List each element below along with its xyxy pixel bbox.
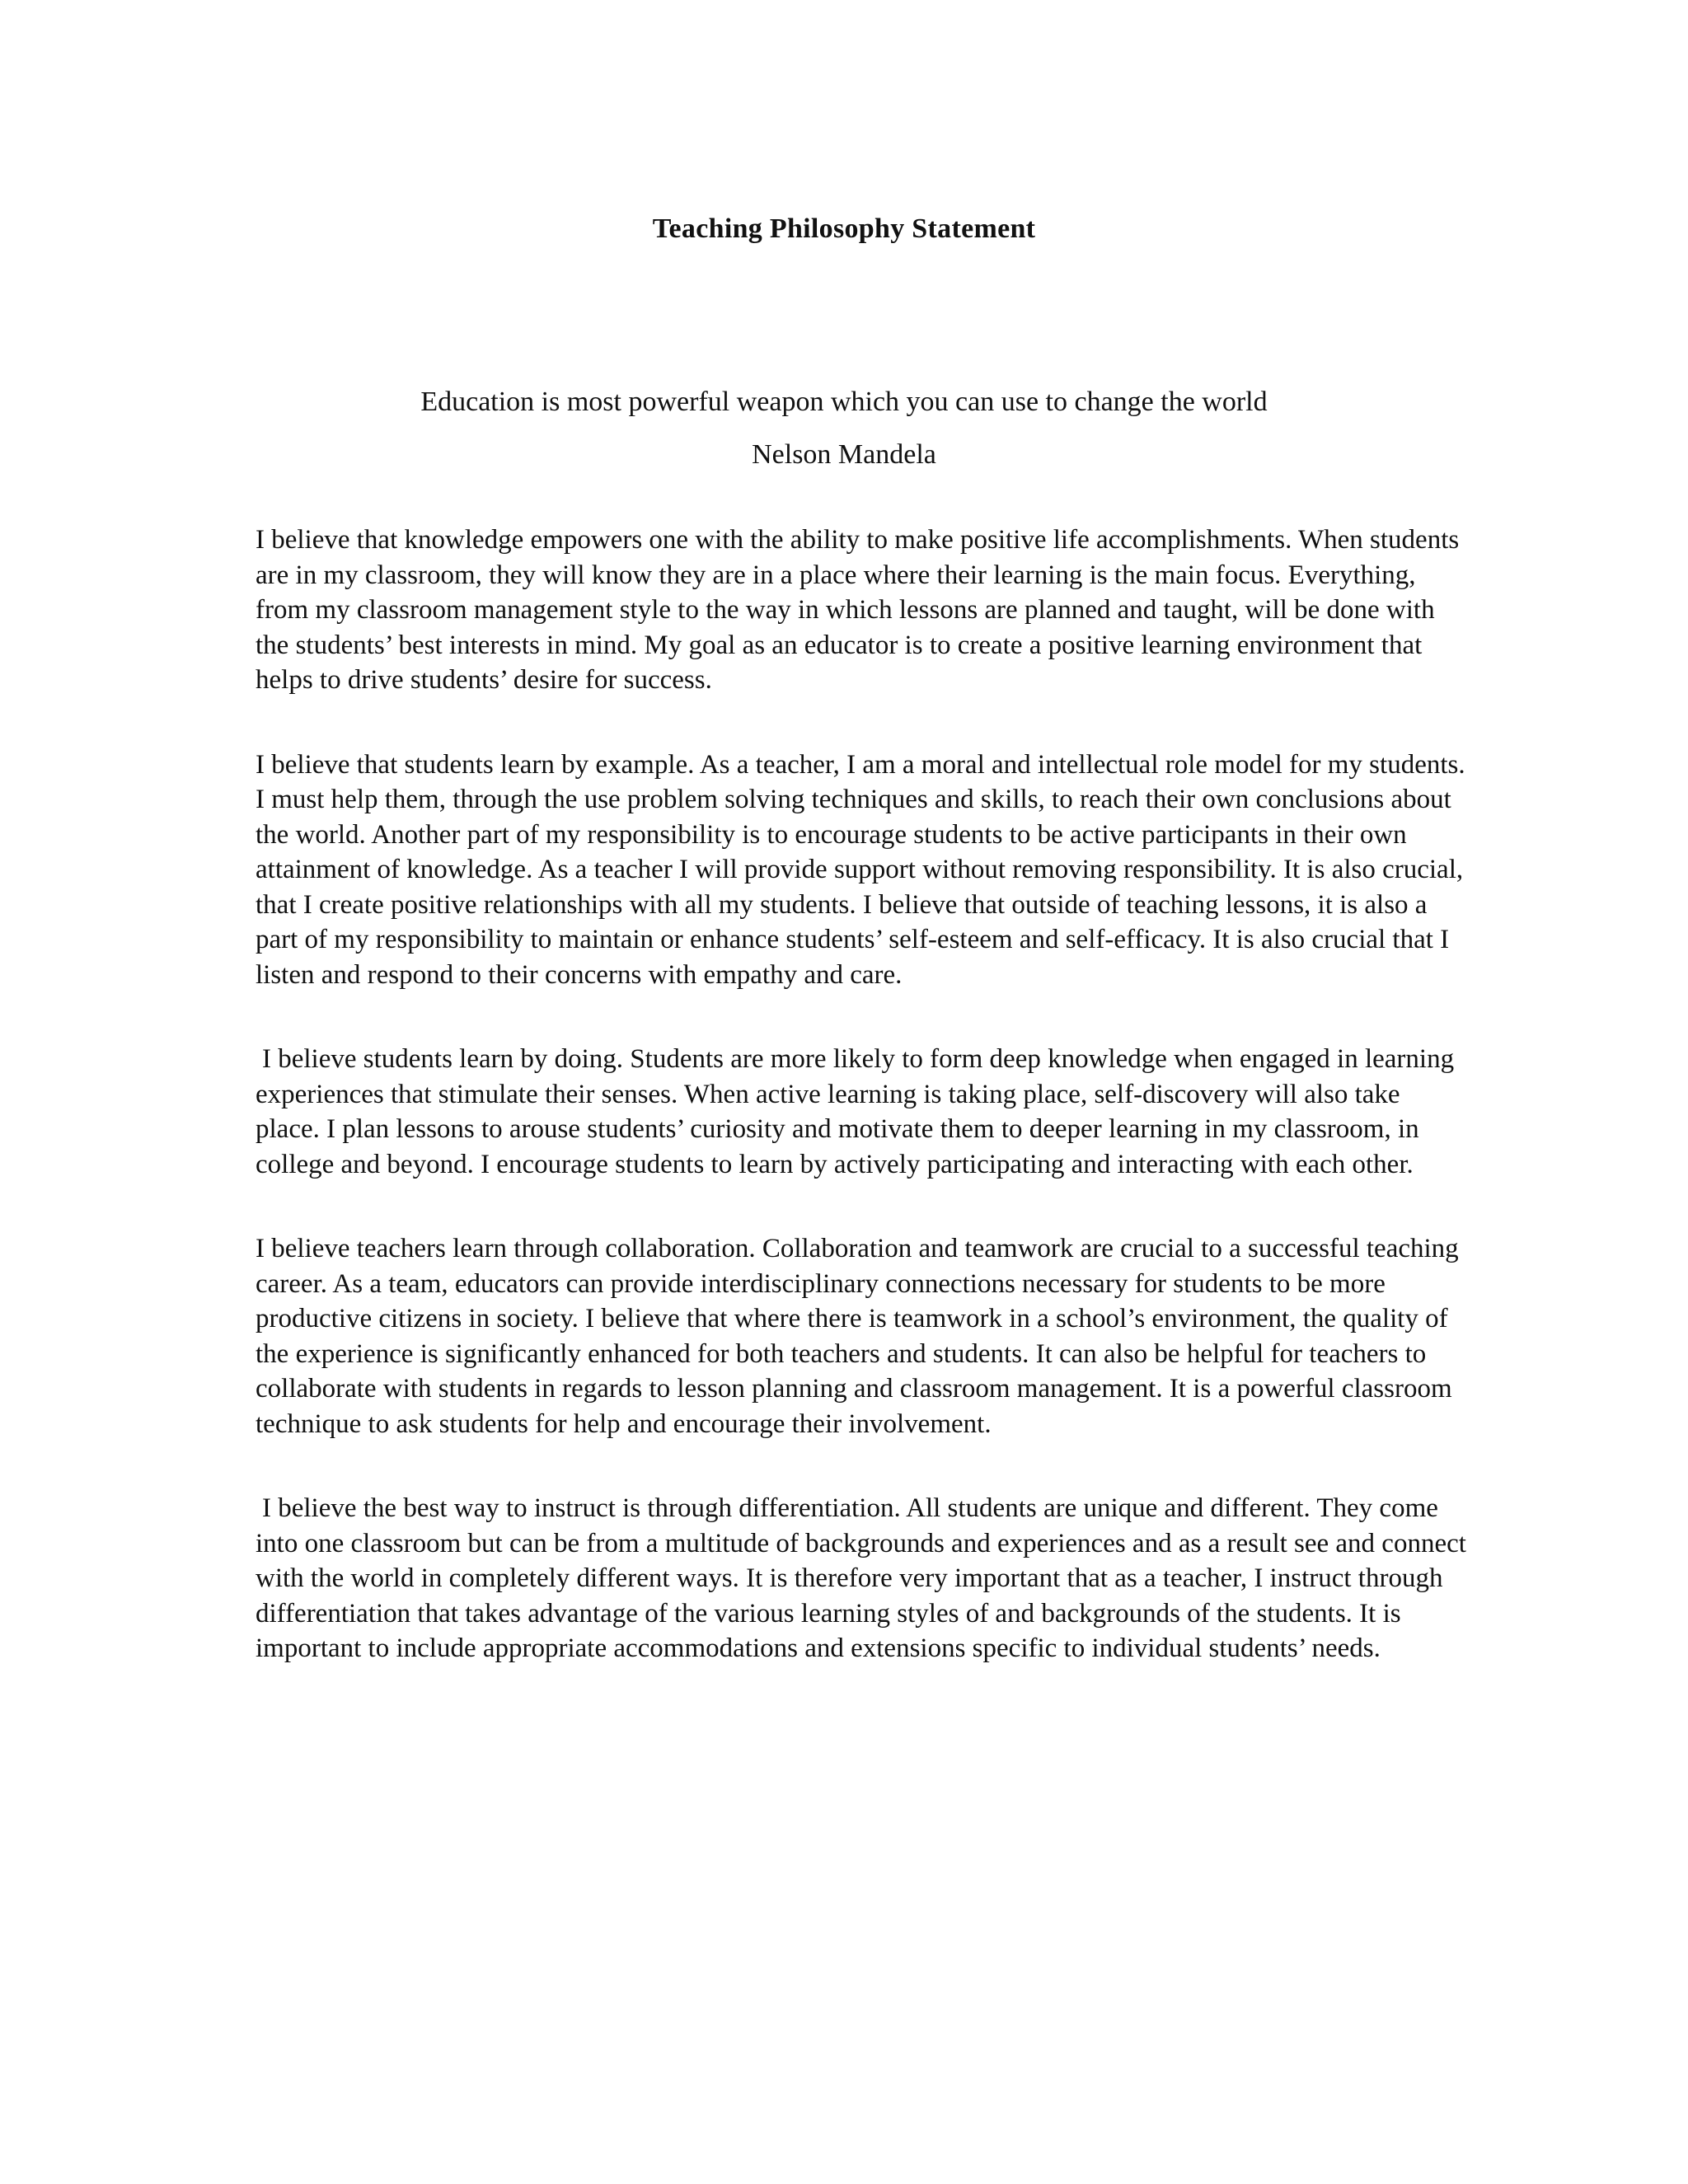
- epigraph-author: Nelson Mandela: [752, 439, 936, 470]
- paragraph-differentiation: I believe the best way to instruct is through differentiation. All students are unique and different. They come into one classroom but can be from a multitude of backgrounds and experiences and as a result see and connect with the world in completely different ways. It is therefore very important that as a teacher, I instruct through differentiation that takes advantage of the various learning styles of and backgrounds of the students. It is important to include appropriate accommodations and extensions specific to individual students’ needs.: [256, 1493, 1466, 1663]
- paragraph-collaboration: I believe teachers learn through collaboration. Collaboration and teamwork are crucial to a successful teaching career. As a team, educators can provide interdisciplinary connections necessary for students to be more productive citizens in society. I believe that where there is teamwork in a school’s environment, the quality of the experience is significantly enhanced for both teachers and students. It can also be helpful for teachers to collaborate with students in regards to lesson planning and classroom management. It is a powerful classroom technique to ask students for help and encourage their involvement.: [256, 1234, 1459, 1439]
- document-body: [256, 523, 1467, 1716]
- document-title: Teaching Philosophy Statement: [652, 213, 1036, 244]
- paragraph-example: I believe that students learn by example. As a teacher, I am a moral and intellectual role model for my students. I must help them, through the use problem solving techniques and skills, to reach their own conclusions about the world. Another part of my responsibility is to encourage students to be active participants in their own attainment of knowledge. As a teacher I will provide support without removing responsibility. It is also crucial, that I create positive relationships with all my students. I believe that outside of teaching lessons, it is also a part of my responsibility to maintain or enhance students’ self-esteem and self-efficacy. It is also crucial that I listen and respond to their concerns with empathy and care.: [256, 749, 1465, 990]
- epigraph-quote: Education is most powerful weapon which you can use to change the world: [420, 387, 1268, 417]
- paragraph-doing: I believe students learn by doing. Students are more likely to form deep knowledge when engaged in learning experiences that stimulate their senses. When active learning is taking place, self-discovery will also take place. I plan lessons to arouse students’ curiosity and motivate them to deeper learning in my classroom, in college and beyond. I encourage students to learn by actively participating and interacting with each other.: [256, 1044, 1455, 1179]
- paragraph-knowledge: I believe that knowledge empowers one with the ability to make positive life accomplishments. When students are in my classroom, they will know they are in a place where their learning is the main focus. Everything, from my classroom management style to the way in which lessons are planned and taught, will be done with the students’ best interests in mind. My goal as an educator is to create a positive learning environment that helps to drive students’ desire for success.: [256, 525, 1460, 695]
